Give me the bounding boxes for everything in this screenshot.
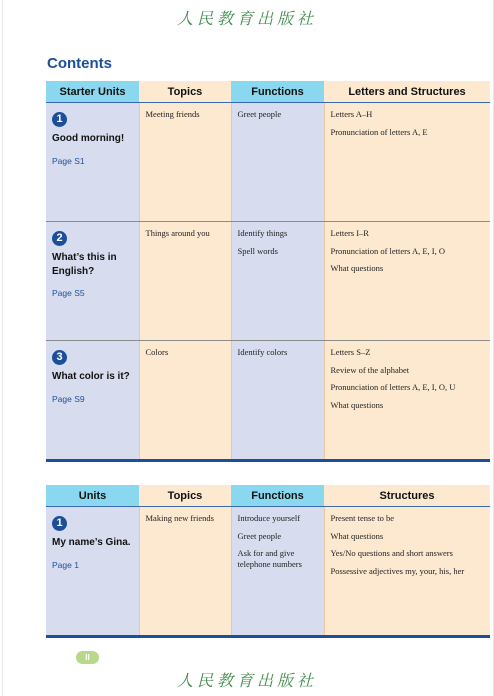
page-title: Contents (47, 55, 112, 72)
table-row (46, 103, 490, 222)
structure-item: Letters I–R (330, 228, 369, 238)
unit-number-badge: 3 (52, 350, 67, 365)
function-item: Identify colors (237, 347, 288, 357)
unit-number-badge: 1 (52, 516, 67, 531)
structure-item: What questions (330, 399, 384, 410)
topic-item: Things around you (145, 228, 210, 238)
functions-cell (231, 507, 324, 637)
unit-title: What’s this in English? (52, 252, 117, 277)
structure-item: Yes/No questions and short answers (330, 548, 453, 559)
unit-title: Good morning! (52, 133, 125, 144)
page-number-badge: II (76, 651, 99, 664)
function-item: Introduce yourself (237, 513, 301, 523)
topic-item: Making new friends (145, 513, 214, 523)
structure-item: Pronunciation of letters A, E, I, O (330, 245, 445, 256)
units-table (46, 485, 490, 638)
function-item: Greet people (237, 109, 282, 119)
unit-number-badge: 2 (52, 231, 67, 246)
column-header-units: Units (46, 485, 139, 507)
column-header-structures: Letters and Structures (324, 81, 490, 103)
unit-title: What color is it? (52, 371, 130, 382)
topic-item: Colors (145, 347, 169, 357)
column-header-functions: Functions (231, 81, 324, 103)
structure-item: Possessive adjectives my, your, his, her (330, 565, 465, 576)
table-row (46, 341, 490, 461)
starter-units-table (46, 81, 490, 462)
function-item: Spell words (237, 245, 278, 256)
function-item: Greet people (237, 530, 282, 541)
topics-cell (139, 341, 231, 461)
structure-item: Pronunciation of letters A, E, I, O, U (330, 382, 456, 393)
structure-item: Pronunciation of letters A, E (330, 126, 428, 137)
structure-item: What questions (330, 530, 384, 541)
structure-item: Review of the alphabet (330, 364, 410, 375)
column-header-topics: Topics (139, 485, 231, 507)
unit-page-link[interactable]: Page 1 (52, 559, 79, 570)
unit-page-link[interactable]: Page S1 (52, 155, 85, 166)
column-header-topics: Topics (139, 81, 231, 103)
functions-cell (231, 341, 324, 461)
topic-item: Meeting friends (145, 109, 200, 119)
unit-page-link[interactable]: Page S9 (52, 393, 85, 404)
unit-title: My name’s Gina. (52, 537, 131, 548)
topics-cell (139, 103, 231, 222)
topics-cell (139, 507, 231, 637)
publisher-logo-top: 人民教育出版社 (176, 9, 317, 28)
table-row (46, 222, 490, 341)
unit-number-badge: 1 (52, 112, 67, 127)
publisher-logo-bottom: 人民教育出版社 (176, 671, 317, 690)
structure-item: Present tense to be (330, 513, 394, 523)
structures-cell (324, 103, 490, 222)
structure-item: Letters A–H (330, 109, 373, 119)
function-item: Identify things (237, 228, 288, 238)
column-header-units: Starter Units (46, 81, 139, 103)
functions-cell (231, 103, 324, 222)
unit-page-link[interactable]: Page S5 (52, 288, 85, 298)
unit-cell (46, 103, 139, 222)
structures-cell (324, 341, 490, 461)
unit-cell (46, 222, 139, 341)
functions-cell (231, 222, 324, 341)
structures-cell (324, 222, 490, 341)
structures-cell (324, 507, 490, 637)
table-row (46, 507, 490, 637)
function-item: Ask for and give telephone numbers (237, 548, 302, 569)
column-header-functions: Functions (231, 485, 324, 507)
structure-item: What questions (330, 263, 384, 274)
structure-item: Letters S–Z (330, 347, 371, 357)
topics-cell (139, 222, 231, 341)
column-header-structures: Structures (324, 485, 490, 507)
unit-cell (46, 507, 139, 637)
unit-cell (46, 341, 139, 461)
